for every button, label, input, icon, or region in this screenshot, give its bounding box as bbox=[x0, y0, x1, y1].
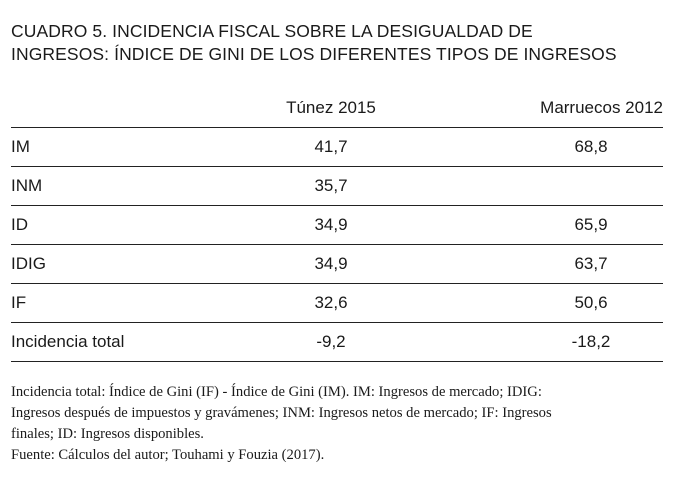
row-label: INM bbox=[11, 176, 43, 195]
cell-tunez: -9,2 bbox=[316, 332, 346, 351]
column-header-tunez: Túnez 2015 bbox=[286, 98, 376, 117]
table-row bbox=[11, 167, 663, 206]
table-notes bbox=[11, 382, 676, 466]
cell-marruecos: 50,6 bbox=[574, 293, 608, 312]
cell-marruecos: 65,9 bbox=[574, 215, 608, 234]
cell-tunez: 41,7 bbox=[314, 137, 348, 156]
row-label: IDIG bbox=[11, 254, 46, 273]
row-label: IM bbox=[11, 137, 30, 156]
cell-tunez: 35,7 bbox=[314, 176, 348, 195]
cell-tunez: 34,9 bbox=[314, 254, 348, 273]
cell-tunez: 32,6 bbox=[314, 293, 348, 312]
row-label: ID bbox=[11, 215, 28, 234]
table-row bbox=[11, 206, 663, 245]
cell-marruecos: 68,8 bbox=[574, 137, 608, 156]
cell-marruecos: -18,2 bbox=[571, 332, 611, 351]
table-title bbox=[11, 20, 671, 66]
table-header-row bbox=[11, 89, 663, 128]
table-row-total bbox=[11, 323, 663, 362]
row-label: Incidencia total bbox=[11, 332, 125, 351]
cell-marruecos: 63,7 bbox=[574, 254, 608, 273]
note-line: Incidencia total: Índice de Gini (IF) - Índice de Gini (IM). IM: Ingresos de mercado; IDIG: bbox=[11, 384, 542, 400]
table-row bbox=[11, 128, 663, 167]
table-title-line-1: CUADRO 5. INCIDENCIA FISCAL SOBRE LA DESIGUALDAD DE bbox=[11, 21, 533, 41]
gini-table bbox=[11, 89, 663, 362]
source-note: Fuente: Cálculos del autor; Touhami y Fouzia (2017). bbox=[11, 447, 325, 463]
row-label: IF bbox=[11, 293, 27, 312]
table-title-line-2: INGRESOS: ÍNDICE DE GINI DE LOS DIFERENTES TIPOS DE INGRESOS bbox=[11, 44, 617, 64]
note-line: Ingresos después de impuestos y gravámenes; INM: Ingresos netos de mercado; IF: Ingresos bbox=[11, 405, 552, 421]
table-row bbox=[11, 245, 663, 284]
note-line: finales; ID: Ingresos disponibles. bbox=[11, 426, 204, 442]
cell-tunez: 34,9 bbox=[314, 215, 348, 234]
table-row bbox=[11, 284, 663, 323]
column-header-marruecos: Marruecos 2012 bbox=[540, 98, 663, 117]
cell-marruecos bbox=[531, 167, 651, 205]
